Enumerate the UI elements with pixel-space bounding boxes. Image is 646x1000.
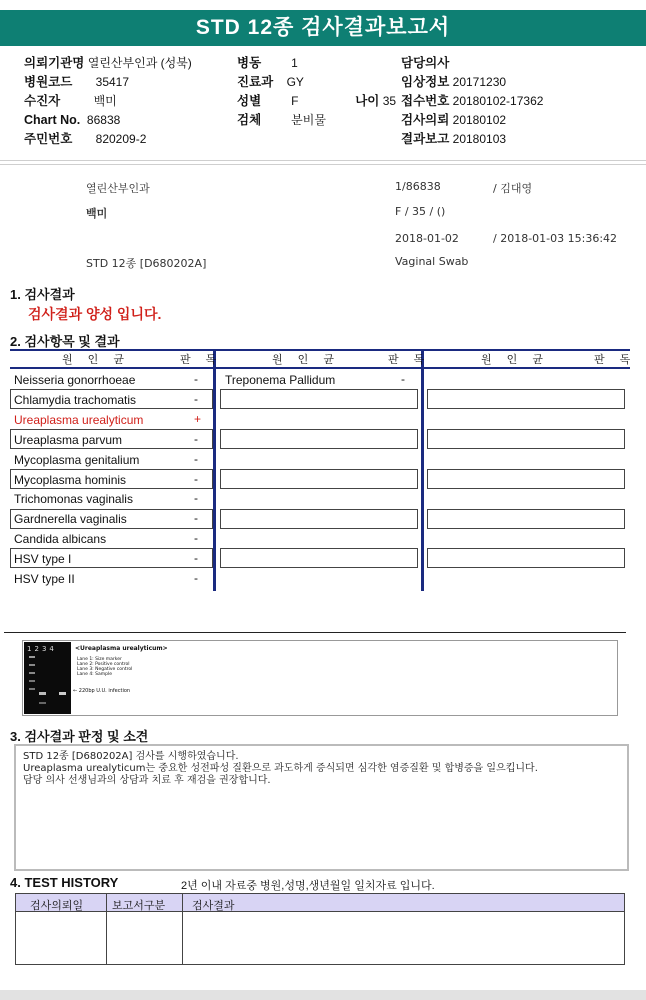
organism-result: - bbox=[194, 491, 198, 506]
organism-name: HSV type I bbox=[14, 552, 72, 567]
section-4-title: 4. TEST HISTORY bbox=[10, 875, 119, 890]
gel-band bbox=[29, 664, 35, 666]
column-header-organism: 원 인 균 bbox=[272, 354, 340, 366]
gel-title: <Ureaplasma urealyticum> bbox=[75, 645, 168, 652]
table-header-line bbox=[10, 367, 630, 369]
history-table bbox=[15, 893, 625, 965]
organism-name: Ureaplasma parvum bbox=[14, 432, 123, 447]
column-header-organism: 원 인 균 bbox=[481, 354, 549, 366]
gel-band bbox=[29, 680, 35, 682]
lane-label: 2 bbox=[34, 645, 42, 653]
column-header-organism: 원 인 균 bbox=[62, 354, 130, 366]
empty-cell bbox=[220, 509, 418, 529]
meta-value: 820209-2 bbox=[95, 132, 147, 146]
column-header-judge: 판 독 bbox=[594, 354, 637, 366]
lane-label: 4 bbox=[49, 645, 57, 653]
meta-value: 20180103 bbox=[452, 132, 507, 146]
organism-name: HSV type II bbox=[14, 572, 75, 586]
history-note: 2년 이내 자료중 병원,성명,생년월일 일치자료 입니다. bbox=[181, 880, 435, 892]
organism-result: - bbox=[194, 531, 198, 546]
report-title: STD 12종 검사결과보고서 bbox=[0, 10, 646, 46]
gel-band bbox=[59, 692, 66, 695]
meta-label: 검사의뢰 bbox=[401, 113, 450, 127]
lane-label: 1 bbox=[27, 645, 35, 653]
meta-label: 담당의사 bbox=[401, 56, 450, 70]
meta-label: 임상정보 bbox=[401, 75, 450, 89]
organism-name: Chlamydia trachomatis bbox=[14, 392, 137, 407]
divider bbox=[0, 164, 646, 165]
organism-result: - bbox=[194, 471, 198, 486]
empty-cell bbox=[427, 548, 625, 568]
meta-value: 20180102-17362 bbox=[452, 94, 544, 108]
organism-name: Trichomonas vaginalis bbox=[14, 492, 133, 507]
specimen: Vaginal Swab bbox=[395, 255, 469, 268]
empty-cell bbox=[220, 548, 418, 568]
organism-result: - bbox=[194, 551, 198, 566]
history-col-date: 검사의뢰일 bbox=[30, 900, 84, 912]
organism-result: - bbox=[401, 372, 405, 386]
id-line: 1/86838 bbox=[395, 180, 441, 193]
organism-name: Mycoplasma hominis bbox=[14, 472, 127, 487]
column-header-judge: 판 독 bbox=[388, 354, 431, 366]
meta-label: 접수번호 bbox=[401, 94, 450, 108]
meta-label: 성별 bbox=[237, 94, 262, 108]
meta-value: 86838 bbox=[86, 113, 121, 127]
meta-middle bbox=[237, 54, 396, 130]
meta-label: 주민번호 bbox=[24, 132, 73, 146]
gel-band bbox=[29, 688, 35, 690]
column-divider bbox=[182, 894, 183, 964]
gel-band bbox=[39, 692, 46, 695]
gel-image bbox=[24, 642, 71, 714]
gel-band bbox=[29, 656, 35, 658]
meta-label: 검체 bbox=[237, 113, 262, 127]
section-1-title: 1. 검사결과 bbox=[10, 287, 75, 302]
empty-cell bbox=[220, 389, 418, 409]
organism-result: - bbox=[194, 511, 198, 526]
column-header-judge: 판 독 bbox=[180, 354, 223, 366]
gel-band bbox=[39, 702, 46, 704]
opinion-box bbox=[14, 744, 629, 871]
meta-value: 열린산부인과 (성북) bbox=[87, 56, 192, 70]
gel-legend-item: Lane 3: Negative control bbox=[77, 667, 133, 672]
gel-legend bbox=[77, 657, 132, 677]
gel-image-panel bbox=[22, 640, 618, 716]
meta-right bbox=[401, 54, 543, 149]
organism-result: + bbox=[194, 411, 202, 426]
meta-label: 병원코드 bbox=[24, 75, 73, 89]
meta-value: GY bbox=[286, 75, 304, 89]
meta-label: Chart No. bbox=[24, 113, 81, 127]
table-column-divider bbox=[421, 349, 424, 591]
meta-label: 나이 bbox=[355, 94, 380, 108]
meta-value: 20171230 bbox=[452, 75, 507, 89]
doctor-name: / 김대영 bbox=[493, 182, 533, 195]
meta-label: 병동 bbox=[237, 56, 262, 70]
empty-cell bbox=[427, 469, 625, 489]
organism-result: - bbox=[194, 451, 198, 466]
empty-cell bbox=[220, 469, 418, 489]
opinion-line: STD 12종 [D680202A] 검사를 시행하였습니다. bbox=[23, 751, 239, 762]
gel-legend-item: Lane 4: Sample bbox=[77, 672, 112, 677]
meta-value: F bbox=[291, 94, 299, 108]
history-col-result: 검사결과 bbox=[192, 900, 235, 912]
empty-cell bbox=[427, 509, 625, 529]
gel-band bbox=[29, 672, 35, 674]
column-divider bbox=[106, 894, 107, 964]
report-datetime: / 2018-01-03 15:36:42 bbox=[493, 232, 618, 245]
organism-name: Gardnerella vaginalis bbox=[14, 512, 127, 527]
meta-label: 진료과 bbox=[237, 75, 274, 89]
organism-result: - bbox=[194, 571, 198, 585]
meta-value: 20180102 bbox=[452, 113, 507, 127]
divider bbox=[0, 160, 646, 161]
test-name: STD 12종 [D680202A] bbox=[86, 257, 207, 270]
organism-name: Neisseria gonorrhoeae bbox=[14, 373, 136, 387]
divider bbox=[4, 632, 626, 633]
opinion-line: Ureaplasma urealyticum는 중요한 성전파성 질환으로 과도하게 증식되면 심각한 염증질환 및 합병증을 일으킵니다. bbox=[23, 763, 538, 774]
meta-value: 백미 bbox=[93, 94, 117, 108]
gel-arrow-label: ← 220bp U.U. infection bbox=[73, 688, 131, 694]
empty-cell bbox=[427, 429, 625, 449]
meta-left bbox=[24, 54, 192, 149]
meta-value: 35417 bbox=[95, 75, 130, 89]
lane-label: 3 bbox=[41, 645, 50, 653]
patient-name: 백미 bbox=[86, 207, 108, 220]
opinion-line: 담당 의사 선생님과의 상담과 치료 후 재검을 권장합니다. bbox=[23, 775, 271, 786]
sex-age: F / 35 / () bbox=[395, 205, 446, 218]
request-date: 2018-01-02 bbox=[395, 232, 459, 245]
section-2-title: 2. 검사항목 및 결과 bbox=[10, 334, 120, 349]
meta-value: 35 bbox=[382, 94, 397, 108]
organism-result: - bbox=[194, 372, 198, 386]
section-3-title: 3. 검사결과 판정 및 소견 bbox=[10, 729, 149, 744]
organism-name: Candida albicans bbox=[14, 532, 107, 547]
empty-cell bbox=[427, 389, 625, 409]
result-positive-text: 검사결과 양성 입니다. bbox=[28, 306, 162, 322]
meta-label: 수진자 bbox=[24, 94, 61, 108]
meta-label: 의뢰기관명 bbox=[24, 56, 85, 70]
meta-value: 1 bbox=[291, 56, 298, 70]
organism-name: Treponema Pallidum bbox=[225, 373, 336, 387]
history-col-type: 보고서구분 bbox=[112, 900, 166, 912]
bottom-bar bbox=[0, 990, 646, 1000]
table-column-divider bbox=[213, 349, 216, 591]
empty-cell bbox=[220, 429, 418, 449]
gel-legend-item: Lane 2: Positive control bbox=[77, 662, 130, 667]
meta-label: 결과보고 bbox=[401, 132, 450, 146]
organism-name: Ureaplasma urealyticum bbox=[14, 412, 144, 427]
organism-name: Mycoplasma genitalium bbox=[14, 452, 140, 467]
gel-legend-item: Lane 1: Size marker bbox=[77, 657, 122, 662]
organism-result: - bbox=[194, 391, 198, 406]
clinic-name: 열린산부인과 bbox=[86, 182, 150, 195]
organism-result: - bbox=[194, 431, 198, 446]
history-header bbox=[16, 894, 624, 912]
meta-value: 분비물 bbox=[291, 113, 326, 127]
